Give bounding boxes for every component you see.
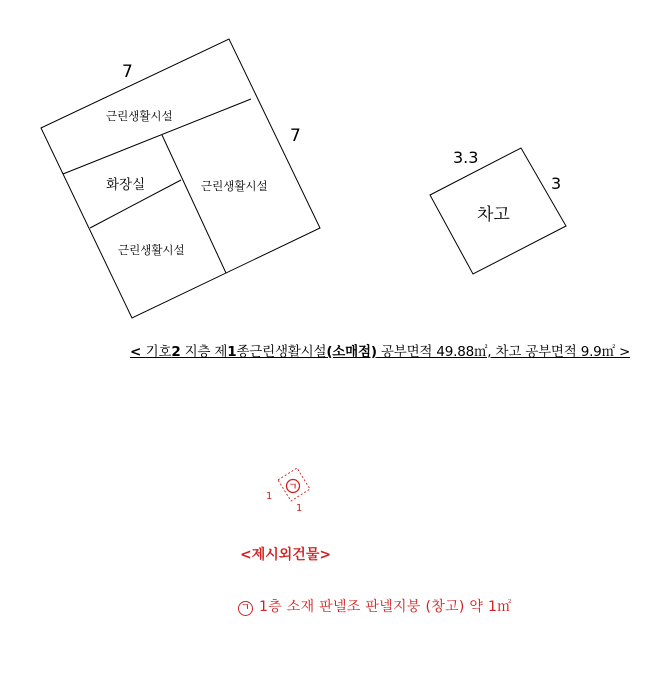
main-building bbox=[41, 39, 320, 318]
dim-main-top: 7 bbox=[122, 62, 133, 82]
label-room-top: 근린생활시설 bbox=[106, 109, 173, 123]
note-marker: ㄱ bbox=[238, 601, 253, 616]
external-building-note bbox=[238, 596, 511, 616]
note-text: 1층 소재 판넬조 판넬지붕 (창고) 약 1㎡ bbox=[259, 599, 512, 615]
dim-external-b: 1 bbox=[296, 503, 303, 514]
caption-text-a: 기호 bbox=[145, 344, 172, 360]
caption-text-c: 종근린생활시설 bbox=[236, 344, 327, 360]
caption-num-1: 1 bbox=[227, 344, 237, 360]
label-garage: 차고 bbox=[477, 205, 510, 225]
main-building-outline bbox=[41, 39, 320, 318]
caption-text-d: (소매점) bbox=[326, 344, 377, 360]
label-room-right: 근린생활시설 bbox=[201, 179, 268, 193]
dim-garage-right: 3 bbox=[551, 174, 562, 193]
caption-text-b: 지층 제 bbox=[180, 344, 228, 360]
caption-num-2: 2 bbox=[171, 344, 181, 360]
dim-main-right: 7 bbox=[290, 126, 301, 146]
dim-external-a: 1 bbox=[266, 491, 273, 502]
caption-text-e: 공부면적 49.88㎡, 차고 공부면적 9.9㎡ > bbox=[376, 344, 631, 360]
external-building-title: <제시외건물> bbox=[240, 547, 332, 563]
plan-caption bbox=[130, 340, 630, 360]
caption-open: < bbox=[130, 344, 146, 360]
label-room-bottom: 근린생활시설 bbox=[118, 243, 185, 257]
external-marker: ㄱ bbox=[288, 482, 298, 493]
dim-garage-top: 3.3 bbox=[453, 148, 479, 167]
label-toilet: 화장실 bbox=[106, 177, 146, 193]
external-structure bbox=[266, 468, 310, 514]
